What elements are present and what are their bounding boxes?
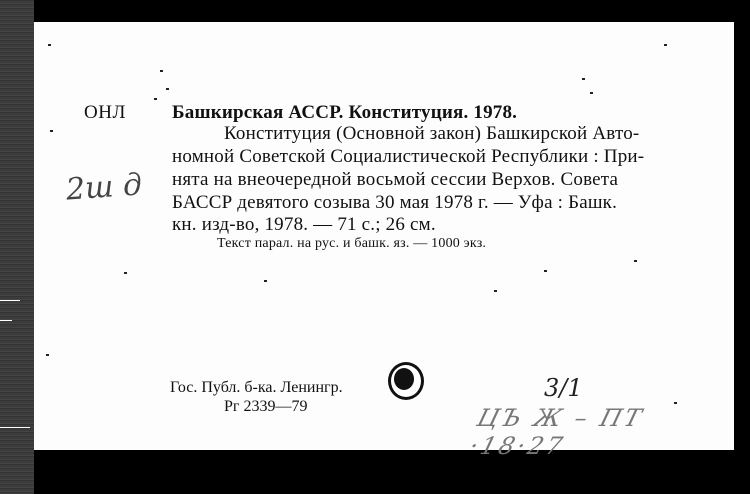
speck	[50, 130, 53, 132]
description-line-1: Конституция (Основной закон) Башкирской Авто-	[224, 123, 640, 144]
description-line-2: номной Советской Социалистической Республики : При-	[172, 146, 645, 167]
speck	[166, 88, 169, 90]
speck	[124, 272, 127, 274]
catalog-card	[34, 22, 734, 460]
handwritten-number: 3/1	[544, 374, 583, 402]
description-line-3: нята на внеочередной восьмой сессии Верхов. Совета	[172, 169, 619, 190]
description-line-5: кн. изд-во, 1978. — 71 с.; 26 см.	[172, 214, 436, 235]
library-stamp	[388, 362, 424, 400]
speck	[544, 270, 547, 272]
handwritten-note-left: 2ш д	[64, 167, 144, 208]
edition-note: Текст парал. на рус. и башк. яз. — 1000 экз.	[217, 236, 487, 251]
speck	[48, 44, 51, 46]
speck	[160, 70, 163, 72]
scan-edge	[0, 0, 34, 494]
collection-code: ОНЛ	[84, 102, 126, 123]
handwritten-scrawl: ЦЪ Ж – ПТ ·18·27	[466, 404, 648, 460]
description-line-4: БАССР девятого созыва 30 мая 1978 г. — Уфа : Башк.	[172, 192, 618, 213]
shelf-mark: Рг 2339—79	[224, 398, 308, 415]
scan-mark	[0, 320, 12, 321]
speck	[582, 78, 585, 80]
scan-mark	[0, 300, 20, 301]
scan-mark	[0, 427, 30, 428]
record-heading: Башкирская АССР. Конституция. 1978.	[172, 102, 518, 123]
speck	[264, 280, 267, 282]
speck	[634, 260, 637, 262]
speck	[154, 98, 157, 100]
library-name: Гос. Публ. б-ка. Ленингр.	[170, 379, 343, 396]
speck	[494, 290, 497, 292]
speck	[590, 92, 593, 94]
speck	[664, 44, 667, 46]
speck	[46, 354, 49, 356]
